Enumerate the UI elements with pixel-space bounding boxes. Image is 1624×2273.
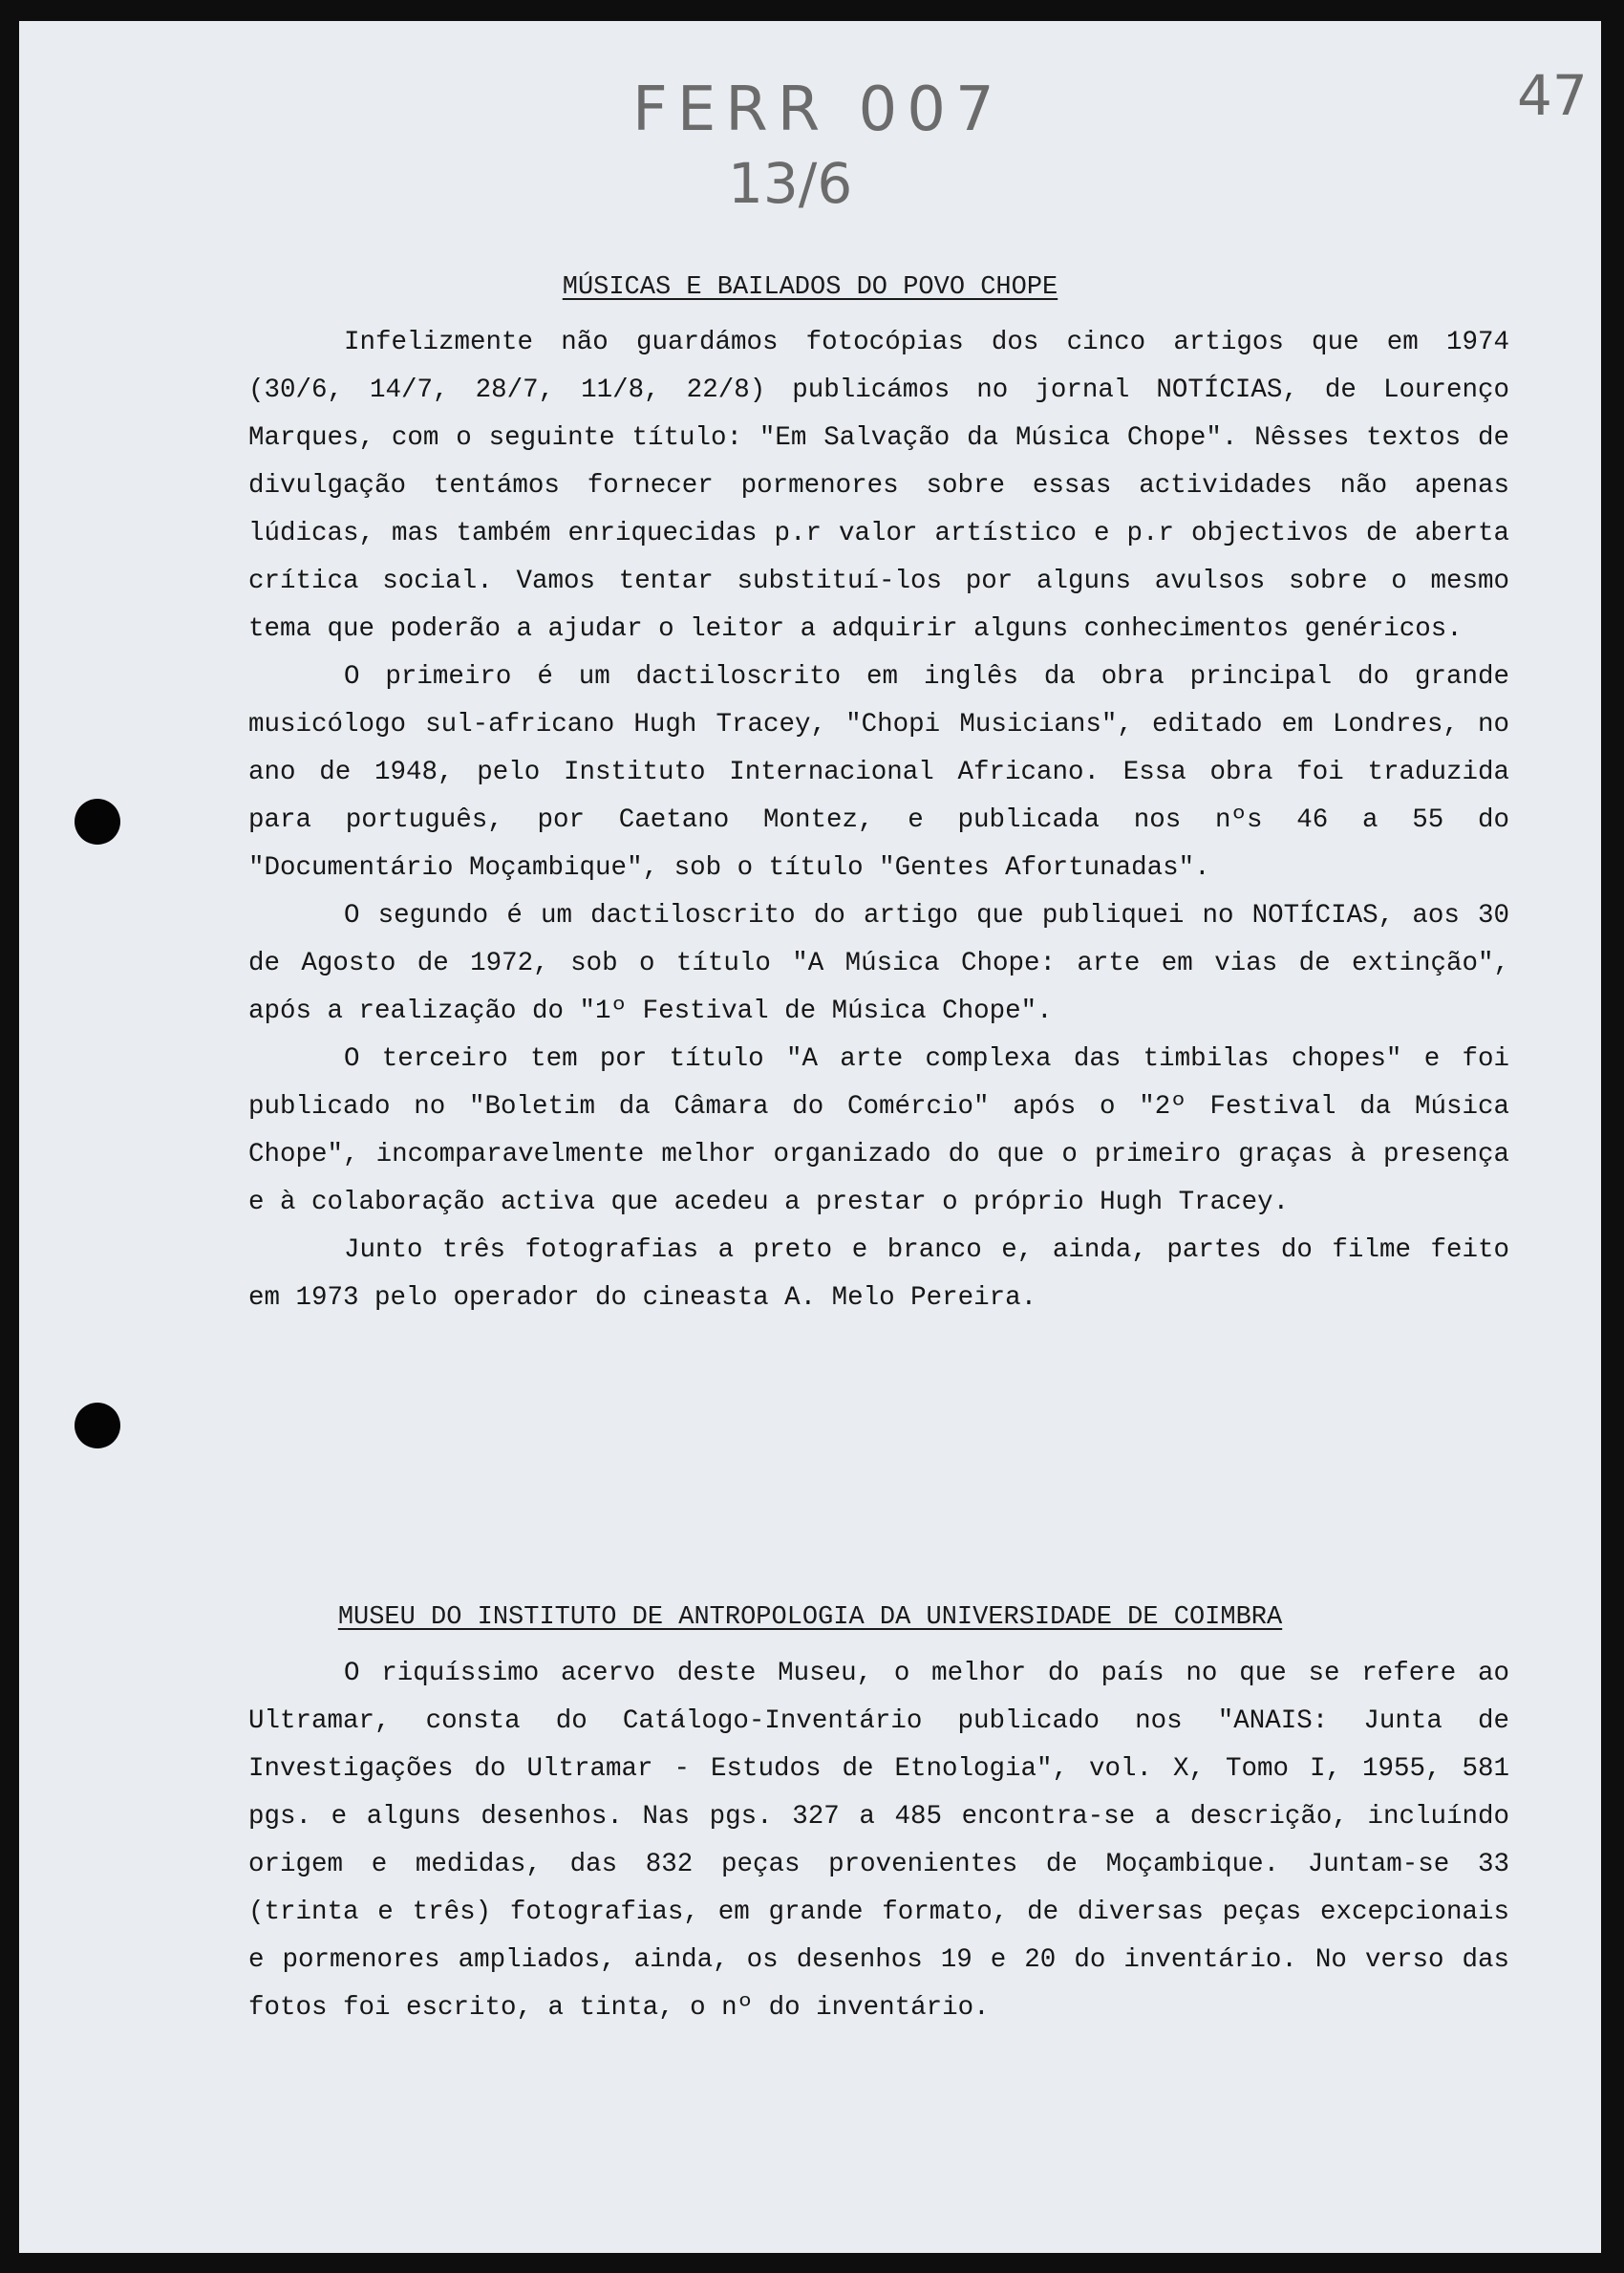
paragraph: O segundo é um dactiloscrito do artigo que publiquei no NOTÍCIAS, aos 30 de Agosto de 1972, sob o título "A Música Chope: arte em vias de extinção", após a realização do "1º Festival de Música Chope". bbox=[248, 901, 1509, 1026]
paragraph: O terceiro tem por título "A arte complexa das timbilas chopes" e foi publicado no "Boletim da Câmara do Comércio" após o "2º Festival da Música Chope", incomparavelmente melhor organizado do que o primeiro graças à presença e à colaboração activa que acedeu a prestar o próprio Hugh Tracey. bbox=[248, 1044, 1509, 1217]
section-body bbox=[248, 1650, 1509, 2032]
section-body bbox=[248, 319, 1509, 1322]
document-page bbox=[19, 21, 1601, 2253]
section-heading: MÚSICAS E BAILADOS DO POVO CHOPE bbox=[562, 273, 1058, 302]
paragraph: Junto três fotografias a preto e branco e, ainda, partes do filme feito em 1973 pelo operador do cineasta A. Melo Pereira. bbox=[248, 1235, 1509, 1313]
punch-hole bbox=[75, 1403, 120, 1448]
archive-sub-annotation: 13/6 bbox=[728, 151, 853, 216]
paragraph: Infelizmente não guardámos fotocópias dos cinco artigos que em 1974 (30/6, 14/7, 28/7, 11/8, 22/8) publicámos no jornal NOTÍCIAS, de Lourenço Marques, com o seguinte título: "Em Salvação da Música Chope". Nêsses textos de divulgação tentámos fornecer pormenores sobre essas actividades não apenas lúdicas, mas também enriquecidas p.r valor artístico e p.r objectivos de aberta crítica social. Vamos tentar substituí-los por alguns avulsos sobre o mesmo tema que poderão a ajudar o leitor a adquirir alguns conhecimentos genéricos. bbox=[248, 328, 1509, 644]
page-number-annotation: 47 bbox=[1517, 63, 1588, 128]
archive-code-annotation: FERR 007 bbox=[632, 75, 1004, 145]
paragraph: O riquíssimo acervo deste Museu, o melhor do país no que se refere ao Ultramar, consta do Catálogo-Inventário publicado nos "ANAIS: Junta de Investigações do Ultramar - Estudos de Etnologia", vol. X, Tomo I, 1955, 581 pgs. e alguns desenhos. Nas pgs. 327 a 485 encontra-se a descrição, incluíndo origem e medidas, das 832 peças provenientes de Moçambique. Juntam-se 33 (trinta e três) fotografias, em grande formato, de diversas peças excepcionais e pormenores ampliados, ainda, os desenhos 19 e 20 do inventário. No verso das fotos foi escrito, a tinta, o nº do inventário. bbox=[248, 1659, 1509, 2023]
punch-hole bbox=[75, 799, 120, 845]
section-heading: MUSEU DO INSTITUTO DE ANTROPOLOGIA DA UNIVERSIDADE DE COIMBRA bbox=[337, 1603, 1283, 1632]
paragraph: O primeiro é um dactiloscrito em inglês da obra principal do grande musicólogo sul-africano Hugh Tracey, "Chopi Musicians", editado em Londres, no ano de 1948, pelo Instituto Internacional Africano. Essa obra foi traduzida para português, por Caetano Montez, e publicada nos nºs 46 a 55 do "Documentário Moçambique", sob o título "Gentes Afortunadas". bbox=[248, 662, 1509, 883]
